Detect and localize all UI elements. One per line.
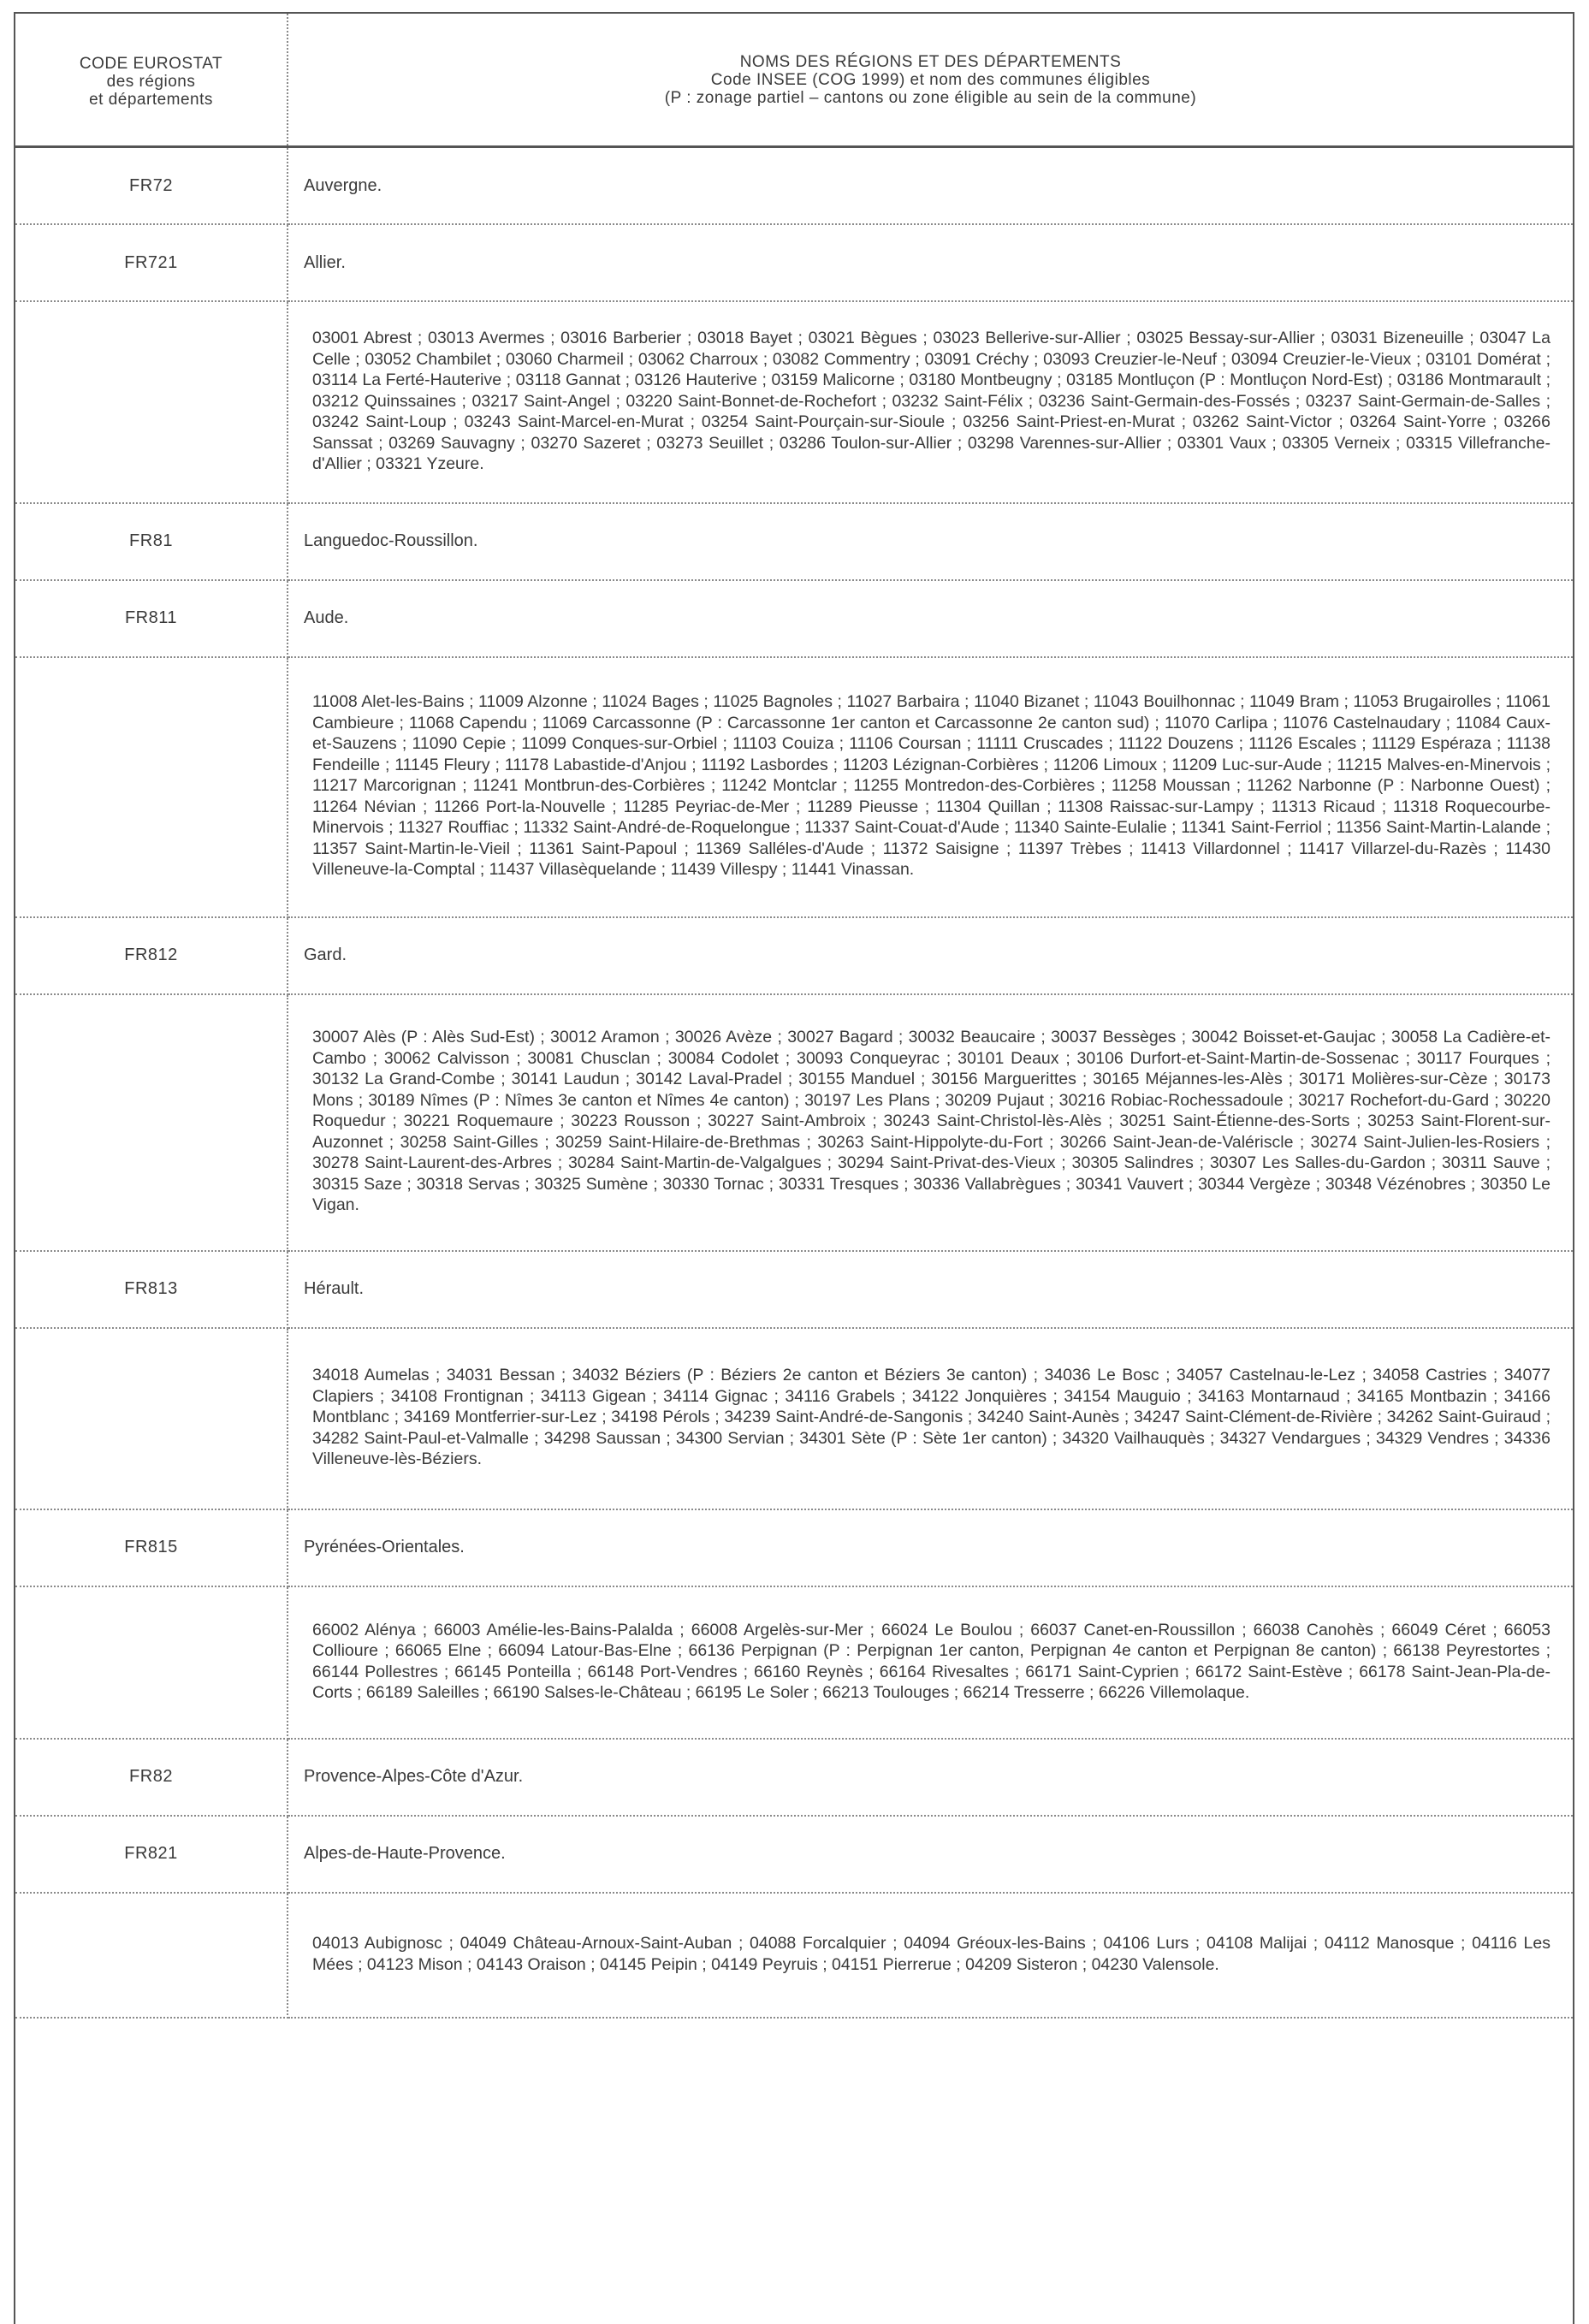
region-row — [15, 917, 1573, 994]
region-row — [15, 1816, 1573, 1893]
eurostat-code: FR721 — [15, 224, 288, 301]
region-name: Allier. — [288, 224, 1573, 301]
commune-list: 11008 Alet-les-Bains ; 11009 Alzonne ; 11024 Bages ; 11025 Bagnoles ; 11027 Barbaira ; 11040 Bizanet ; 11043 Bouilhonnac ; 11049 Bram ; 11053 Brugairolles ; 11061 Cambieure ; 11068 Capendu ; 11069 Carcassonne (P : Carcassonne 1er canton et Carcassonne 2e canton sud) ; 11070 Carlipa ; 11076 Castelnaudary ; 11084 Caux-et-Sauzens ; 11090 Cepie ; 11099 Conques-sur-Orbiel ; 11103 Couiza ; 11106 Coursan ; 11111 Cruscades ; 11122 Douzens ; 11126 Escales ; 11129 Espéraza ; 11138 Fendeille ; 11145 Fleury ; 11178 Labastide-d'Anjou ; 11192 Lasbordes ; 11203 Lézignan-Corbières ; 11206 Limoux ; 11209 Luc-sur-Aude ; 11215 Malves-en-Minervois ; 11217 Marcorignan ; 11241 Montbrun-des-Corbières ; 11242 Montclar ; 11255 Montredon-des-Corbières ; 11258 Moussan ; 11262 Narbonne (P : Narbonne Ouest) ; 11264 Névian ; 11266 Port-la-Nouvelle ; 11285 Peyriac-de-Mer ; 11289 Pieusse ; 11304 Quillan ; 11308 Raissac-sur-Lampy ; 11313 Ricaud ; 11318 Roquecourbe-Minervois ; 11327 Rouffiac ; 11332 Saint-André-de-Roquelongue ; 11337 Saint-Couat-d'Aude ; 11340 Sainte-Eulalie ; 11341 Saint-Ferriol ; 11356 Saint-Martin-Lalande ; 11357 Saint-Martin-le-Vieil ; 11361 Saint-Papoul ; 11369 Salléles-d'Aude ; 11372 Saisigne ; 11397 Trèbes ; 11413 Villardonnel ; 11417 Villarzel-du-Razès ; 11430 Villeneuve-la-Comptal ; 11437 Villasèquelande ; 11439 Villespy ; 11441 Vinassan. — [288, 657, 1573, 917]
header-names-line-2: Code INSEE (COG 1999) et nom des communes éligibles — [710, 70, 1151, 89]
eurostat-code: FR72 — [15, 147, 288, 225]
names-column-header — [288, 14, 1573, 147]
region-name: Hérault. — [288, 1251, 1573, 1328]
eurostat-code: FR815 — [15, 1509, 288, 1586]
region-name: Provence-Alpes-Côte d'Azur. — [288, 1739, 1573, 1816]
region-row — [15, 1509, 1573, 1586]
commune-list-row — [15, 994, 1573, 1251]
eurostat-code — [15, 994, 288, 1251]
region-name: Pyrénées-Orientales. — [288, 1509, 1573, 1586]
commune-list-row — [15, 301, 1573, 503]
commune-list-row — [15, 1586, 1573, 1739]
region-name: Auvergne. — [288, 147, 1573, 225]
commune-list-row — [15, 657, 1573, 917]
region-name: Alpes-de-Haute-Provence. — [288, 1816, 1573, 1893]
table-body — [15, 147, 1573, 2018]
header-names-line-3: (P : zonage partiel – cantons ou zone éligible au sein de la commune) — [664, 88, 1197, 107]
eurostat-code: FR81 — [15, 503, 288, 580]
region-row — [15, 147, 1573, 225]
header-names-line-1: NOMS DES RÉGIONS ET DES DÉPARTEMENTS — [739, 52, 1122, 71]
eurostat-code — [15, 1893, 288, 2018]
commune-list: 03001 Abrest ; 03013 Avermes ; 03016 Barberier ; 03018 Bayet ; 03021 Bègues ; 03023 Bellerive-sur-Allier ; 03025 Bessay-sur-Allier ; 03031 Bizeneuille ; 03047 La Celle ; 03052 Chambilet ; 03060 Charmeil ; 03062 Charroux ; 03082 Commentry ; 03091 Créchy ; 03093 Creuzier-le-Neuf ; 03094 Creuzier-le-Vieux ; 03101 Domérat ; 03114 La Ferté-Hauterive ; 03118 Gannat ; 03126 Hauterive ; 03159 Malicorne ; 03180 Montbeugny ; 03185 Montluçon (P : Montluçon Nord-Est) ; 03186 Montmarault ; 03212 Quinssaines ; 03217 Saint-Angel ; 03220 Saint-Bonnet-de-Rochefort ; 03232 Saint-Félix ; 03236 Saint-Germain-des-Fossés ; 03237 Saint-Germain-de-Salles ; 03242 Saint-Loup ; 03243 Saint-Marcel-en-Murat ; 03254 Saint-Pourçain-sur-Sioule ; 03256 Saint-Priest-en-Murat ; 03262 Saint-Victor ; 03264 Saint-Yorre ; 03266 Sanssat ; 03269 Sauvagny ; 03270 Sazeret ; 03273 Seuillet ; 03286 Toulon-sur-Allier ; 03298 Varennes-sur-Allier ; 03301 Vaux ; 03305 Verneix ; 03315 Villefranche-d'Allier ; 03321 Yzeure. — [288, 301, 1573, 503]
commune-list: 30007 Alès (P : Alès Sud-Est) ; 30012 Aramon ; 30026 Avèze ; 30027 Bagard ; 30032 Beaucaire ; 30037 Bessèges ; 30042 Boisset-et-Gaujac ; 30058 La Cadière-et-Cambo ; 30062 Calvisson ; 30081 Chusclan ; 30084 Codolet ; 30093 Conqueyrac ; 30101 Deaux ; 30106 Durfort-et-Saint-Martin-de-Sossenac ; 30117 Fourques ; 30132 La Grand-Combe ; 30141 Laudun ; 30142 Laval-Pradel ; 30155 Manduel ; 30156 Marguerittes ; 30165 Méjannes-les-Alès ; 30171 Molières-sur-Cèze ; 30173 Mons ; 30189 Nîmes (P : Nîmes 3e canton et Nîmes 4e canton) ; 30197 Les Plans ; 30209 Pujaut ; 30216 Robiac-Rochessadoule ; 30217 Rochefort-du-Gard ; 30220 Roquedur ; 30221 Roquemaure ; 30223 Rousson ; 30227 Saint-Ambroix ; 30243 Saint-Christol-lès-Alès ; 30251 Saint-Étienne-des-Sorts ; 30253 Saint-Florent-sur-Auzonnet ; 30258 Saint-Gilles ; 30259 Saint-Hilaire-de-Brethmas ; 30263 Saint-Hippolyte-du-Fort ; 30266 Saint-Jean-de-Valériscle ; 30274 Saint-Julien-les-Rosiers ; 30278 Saint-Laurent-des-Arbres ; 30284 Saint-Martin-de-Valgalgues ; 30294 Saint-Privat-des-Vieux ; 30305 Salindres ; 30307 Les Salles-du-Gardon ; 30311 Sauve ; 30315 Saze ; 30318 Servas ; 30325 Sumène ; 30330 Tornac ; 30331 Tresques ; 30336 Vallabrègues ; 30341 Vauvert ; 30344 Vergèze ; 30348 Vézénobres ; 30350 Le Vigan. — [288, 994, 1573, 1251]
table-header-row — [15, 14, 1573, 147]
regions-table — [15, 14, 1573, 2019]
region-name: Languedoc-Roussillon. — [288, 503, 1573, 580]
eurostat-code — [15, 1586, 288, 1739]
header-code-line-1: CODE EUROSTAT — [79, 54, 223, 73]
eurostat-code: FR811 — [15, 580, 288, 657]
commune-list: 04013 Aubignosc ; 04049 Château-Arnoux-Saint-Auban ; 04088 Forcalquier ; 04094 Gréoux-les-Bains ; 04106 Lurs ; 04108 Malijai ; 04112 Manosque ; 04116 Les Mées ; 04123 Mison ; 04143 Oraison ; 04145 Peipin ; 04149 Peyruis ; 04151 Pierrerue ; 04209 Sisteron ; 04230 Valensole. — [288, 1893, 1573, 2018]
header-code-line-3: et départements — [89, 90, 213, 109]
eurostat-code — [15, 657, 288, 917]
commune-list: 34018 Aumelas ; 34031 Bessan ; 34032 Béziers (P : Béziers 2e canton et Béziers 3e canton) ; 34036 Le Bosc ; 34057 Castelnau-le-Lez ; 34058 Castries ; 34077 Clapiers ; 34108 Frontignan ; 34113 Gigean ; 34114 Gignac ; 34116 Grabels ; 34122 Jonquières ; 34154 Mauguio ; 34163 Montarnaud ; 34165 Montbazin ; 34166 Montblanc ; 34169 Montferrier-sur-Lez ; 34198 Pérols ; 34239 Saint-André-de-Sangonis ; 34240 Saint-Aunès ; 34247 Saint-Clément-de-Rivière ; 34262 Saint-Guiraud ; 34282 Saint-Paul-et-Valmalle ; 34298 Saussan ; 34300 Servian ; 34301 Sète (P : Sète 1er canton) ; 34320 Vailhauquès ; 34327 Vendargues ; 34329 Vendres ; 34336 Villeneuve-lès-Béziers. — [288, 1328, 1573, 1509]
region-row — [15, 503, 1573, 580]
eurostat-code — [15, 1328, 288, 1509]
commune-list-row — [15, 1328, 1573, 1509]
commune-list-row — [15, 1893, 1573, 2018]
eurostat-code: FR812 — [15, 917, 288, 994]
eurostat-code: FR821 — [15, 1816, 288, 1893]
document-page — [14, 12, 1574, 2324]
region-row — [15, 1251, 1573, 1328]
region-name: Gard. — [288, 917, 1573, 994]
eurostat-code: FR82 — [15, 1739, 288, 1816]
eurostat-code — [15, 301, 288, 503]
commune-list: 66002 Alénya ; 66003 Amélie-les-Bains-Palalda ; 66008 Argelès-sur-Mer ; 66024 Le Boulou ; 66037 Canet-en-Roussillon ; 66038 Canohès ; 66049 Céret ; 66053 Collioure ; 66065 Elne ; 66094 Latour-Bas-Elne ; 66136 Perpignan (P : Perpignan 1er canton, Perpignan 4e canton et Perpignan 8e canton) ; 66138 Peyrestortes ; 66144 Pollestres ; 66145 Ponteilla ; 66148 Port-Vendres ; 66160 Reynès ; 66164 Rivesaltes ; 66171 Saint-Cyprien ; 66172 Saint-Estève ; 66178 Saint-Jean-Pla-de-Corts ; 66189 Saleilles ; 66190 Salses-le-Château ; 66195 Le Soler ; 66213 Toulouges ; 66214 Tresserre ; 66226 Villemolaque. — [288, 1586, 1573, 1739]
eurostat-code: FR813 — [15, 1251, 288, 1328]
region-row — [15, 224, 1573, 301]
code-column-header — [15, 14, 288, 147]
region-row — [15, 1739, 1573, 1816]
region-row — [15, 580, 1573, 657]
header-code-line-2: des régions — [106, 72, 196, 91]
region-name: Aude. — [288, 580, 1573, 657]
